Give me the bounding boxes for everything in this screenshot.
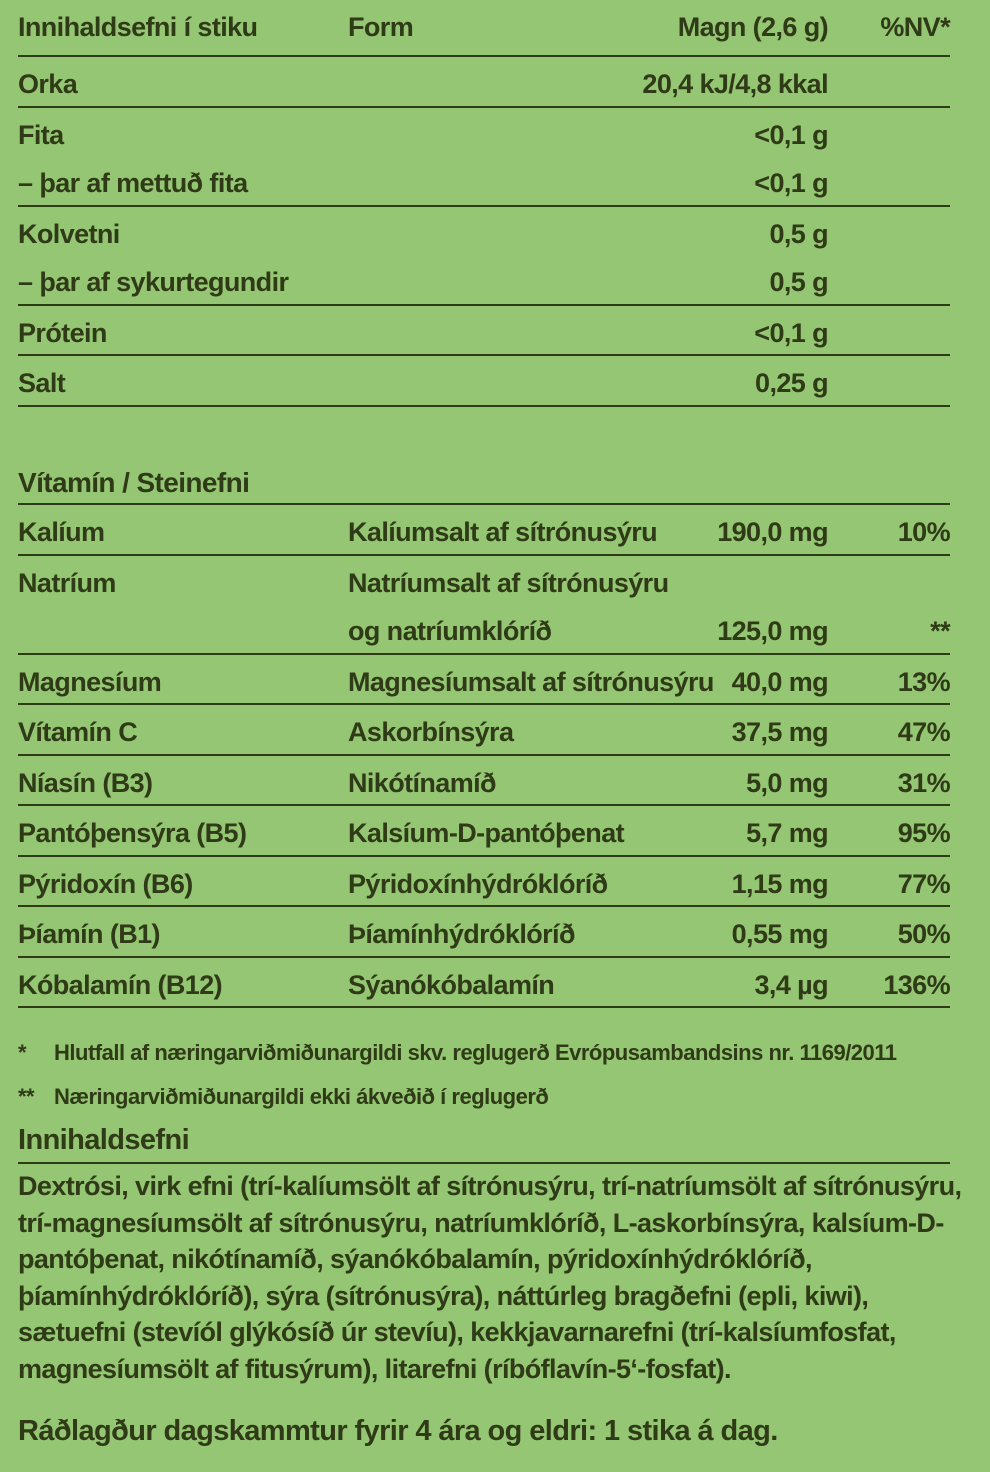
vitamin-amount: 190,0 mg [717,517,828,547]
ingredients-text: Dextrósi, virk efni (trí-kalíumsölt af sítrónusýru, trí-natríumsölt af sítrónusýru, trí-magnesíumsölt af sítrónusýru, natríumklóríð, L-askorbínsýra, kalsíum-D-pantóþenat, nikótínamíð, sýanókóbalamín, pýridoxínhýdróklóríð, þíamínhýdróklóríð), sýra (sítrónusýra), náttúrleg bragðefni (epli, kiwi), sætuefni (stevíól glýkósíð úr stevíu), kekkjavarnarefni (trí-kalsíumfosfat, magnesíumsölt af fitusýrum), litarefni (ríbóflavín-5‘-fosfat). [18,1171,962,1384]
vitamin-form-continued: og natríumklóríð [348,616,552,646]
table-row [18,907,950,956]
nutrient-amount: 0,5 g [769,267,828,297]
vitamin-name: Pýridoxín (B6) [18,868,193,899]
vitamin-nv: 47% [897,717,950,747]
vitamin-amount: 3,4 µg [754,969,828,1000]
vitamin-nv: 31% [897,767,950,798]
vitamin-name: Þíamín (B1) [18,919,160,949]
nutrition-facts-panel [18,0,950,1116]
nutrient-amount: <0,1 g [754,119,828,150]
table-row [18,857,950,906]
vitamin-nv: 50% [897,919,950,949]
table-row-continuation [18,604,950,653]
vitamin-form: Magnesíumsalt af sítrónusýru [348,666,714,697]
ingredients-title: Innihaldsefni [18,1124,190,1156]
nutrient-amount: 0,25 g [755,368,828,398]
table-header [18,0,950,55]
vitamin-amount: 1,15 mg [731,868,828,899]
vitamin-nv: 10% [897,517,950,547]
vitamin-nv: 77% [897,868,950,899]
table-row [18,156,950,205]
table-row [18,505,950,554]
vitamin-name: Níasín (B3) [18,767,153,798]
vitamin-amount: 37,5 mg [731,717,828,747]
vitamin-nv: 13% [897,666,950,697]
vitamin-nv: ** [930,616,950,646]
vitamin-name: Pantóþensýra (B5) [18,818,247,848]
table-row [18,655,950,704]
table-row [18,556,950,605]
vitamin-amount: 125,0 mg [717,616,828,646]
vitamin-name: Kalíum [18,517,105,547]
nutrient-name: – þar af sykurtegundir [18,267,289,297]
table-row [18,57,950,106]
vitamin-form: Kalíumsalt af sítrónusýru [348,517,658,547]
table-row [18,705,950,754]
table-row [18,108,950,157]
footnote-text: Hlutfall af næringarviðmiðunargildi skv. reglugerð Evrópusambandsins nr. 1169/2011 [54,1040,897,1065]
vitamin-form: Þíamínhýdróklóríð [348,919,575,949]
vitamin-nv: 136% [883,969,950,1000]
vitamin-form: Nikótínamíð [348,767,496,798]
vitamin-form: Pýridoxínhýdróklóríð [348,868,608,899]
vitamin-form: Sýanókóbalamín [348,969,555,1000]
nutrient-amount: <0,1 g [754,317,828,348]
vitamin-name: Magnesíum [18,666,162,697]
nutrient-name: – þar af mettuð fita [18,168,248,198]
vitamin-form: Kalsíum-D-pantóþenat [348,818,625,848]
vitamin-form: Natríumsalt af sítrónusýru [348,567,669,598]
table-row [18,207,950,256]
footnote-mark: * [18,1040,27,1065]
nutrient-name: Prótein [18,317,107,348]
nutrient-amount: <0,1 g [754,168,828,198]
nutrient-amount: 20,4 kJ/4,8 kkal [642,69,828,99]
nutrient-name: Salt [18,368,66,398]
vitamin-name: Kóbalamín (B12) [18,969,223,1000]
table-row [18,756,950,805]
header-nv: %NV* [880,12,950,42]
footnote [18,1028,950,1072]
header-ingredient: Innihaldsefni í stiku [18,12,258,42]
vitamin-amount: 5,0 mg [746,767,828,798]
table-row [18,958,950,1007]
daily-dose-recommendation: Ráðlagður dagskammtur fyrir 4 ára og eldri: 1 stika á dag. [18,1415,778,1447]
header-amount: Magn (2,6 g) [677,12,828,42]
table-row [18,306,950,355]
divider [18,1162,950,1164]
footnote-text: Næringarviðmiðunargildi ekki ákveðið í reglugerð [54,1084,549,1109]
footnote [18,1072,950,1116]
vitamin-amount: 40,0 mg [731,666,828,697]
footnote-mark: ** [18,1084,35,1109]
table-row [18,255,950,304]
vitamin-nv: 95% [897,818,950,848]
nutrient-amount: 0,5 g [769,218,828,249]
table-row [18,806,950,855]
header-form: Form [348,12,414,42]
vitamin-amount: 0,55 mg [731,919,828,949]
table-row [18,356,950,405]
vitamins-section-title: Vítamín / Steinefni [18,466,250,498]
vitamin-name: Vítamín C [18,717,138,747]
vitamin-form: Askorbínsýra [348,717,514,747]
nutrient-name: Orka [18,69,78,99]
vitamin-name: Natríum [18,567,116,598]
vitamin-amount: 5,7 mg [746,818,828,848]
nutrient-name: Fita [18,119,64,150]
nutrient-name: Kolvetni [18,218,120,249]
